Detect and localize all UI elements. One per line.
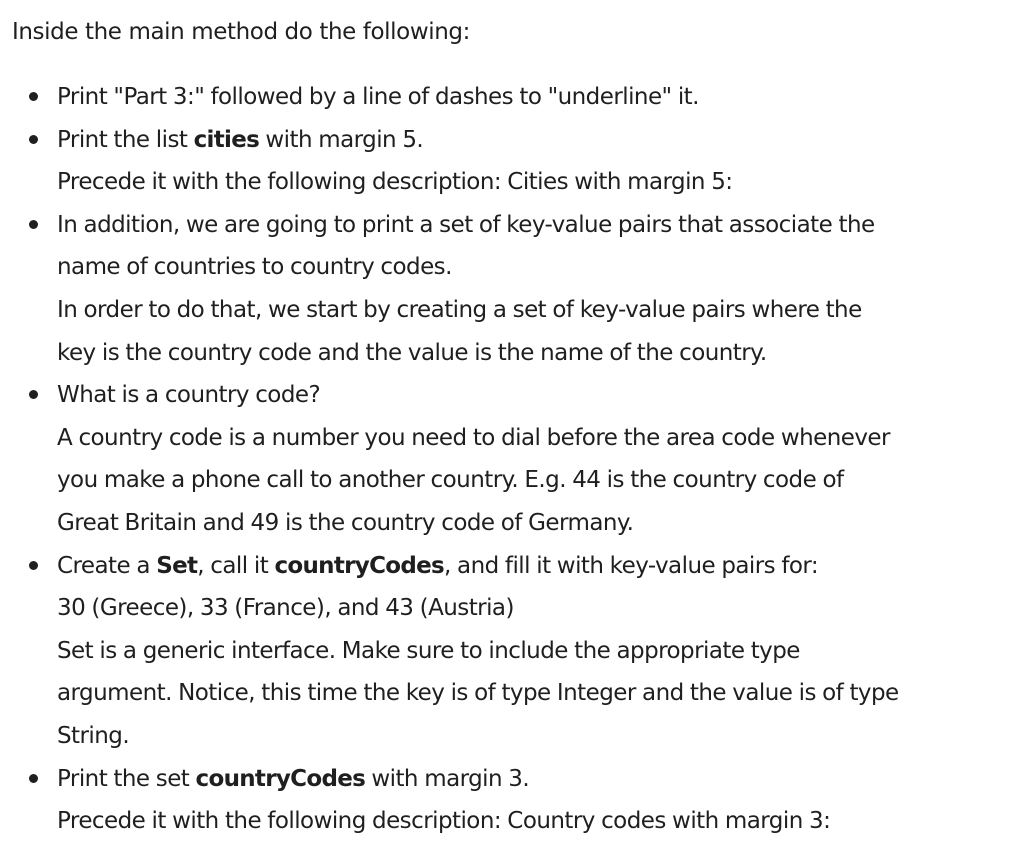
- text-segment: argument. Notice, this time the key is of type Integer and the value is of type: [57, 680, 899, 707]
- text-segment: name of countries to country codes.: [57, 254, 452, 281]
- instruction-line: [57, 289, 1012, 332]
- instruction-line: [57, 545, 1012, 588]
- text-segment: Create a: [57, 552, 157, 579]
- instruction-line: [57, 758, 1012, 801]
- instruction-line: [57, 417, 1012, 460]
- instruction-line: [57, 246, 1012, 289]
- instruction-line: [57, 76, 1012, 119]
- instruction-line: [57, 459, 1012, 502]
- bold-term: countryCodes: [195, 765, 366, 792]
- text-segment: In addition, we are going to print a set of key-value pairs that associate the: [57, 211, 875, 238]
- instruction-line: [57, 119, 1012, 162]
- text-segment: Set is a generic interface. Make sure to include the appropriate type: [57, 637, 800, 664]
- text-segment: with margin 3.: [365, 765, 530, 792]
- instruction-list: [12, 76, 1012, 843]
- instruction-line: [57, 715, 1012, 758]
- text-segment: Print "Part 3:" followed by a line of dashes to "underline" it.: [57, 84, 699, 110]
- instruction-line: [57, 502, 1012, 545]
- text-segment: In order to do that, we start by creating a set of key-value pairs where the: [57, 296, 862, 323]
- intro-text: Inside the main method do the following:: [12, 19, 470, 45]
- text-segment: Great Britain and 49 is the country code of Germany.: [57, 509, 634, 536]
- text-segment: What is a country code?: [57, 382, 321, 409]
- bold-term: cities: [193, 126, 260, 153]
- instruction-item: [12, 374, 1012, 544]
- instruction-line: [57, 332, 1012, 375]
- instruction-line: [57, 800, 1012, 843]
- text-segment: 30 (Greece), 33 (France), and 43 (Austria): [57, 595, 514, 622]
- text-segment: Precede it with the following description: Cities with margin 5:: [57, 169, 733, 196]
- text-segment: you make a phone call to another country. E.g. 44 is the country code of: [57, 467, 844, 494]
- text-segment: A country code is a number you need to dial before the area code whenever: [57, 424, 890, 451]
- instruction-item: [12, 204, 1012, 374]
- instruction-line: [57, 204, 1012, 247]
- instruction-line: [57, 672, 1012, 715]
- instruction-item: [12, 545, 1012, 758]
- instruction-line: [57, 374, 1012, 417]
- instruction-line: [57, 630, 1012, 673]
- bold-term: countryCodes: [274, 552, 444, 579]
- instruction-item: [12, 758, 1012, 843]
- text-segment: Print the set: [57, 765, 196, 792]
- instruction-item: [12, 76, 1012, 119]
- instruction-line: [57, 587, 1012, 630]
- text-segment: String.: [57, 722, 130, 749]
- instruction-item: [12, 119, 1012, 204]
- bold-term: Set: [156, 552, 198, 579]
- text-segment: , and fill it with key-value pairs for:: [444, 552, 819, 579]
- text-segment: key is the country code and the value is the name of the country.: [57, 339, 767, 366]
- text-segment: Print the list: [57, 126, 194, 153]
- text-segment: with margin 5.: [259, 126, 424, 153]
- text-segment: , call it: [197, 552, 275, 579]
- instruction-line: [57, 161, 1012, 204]
- text-segment: Precede it with the following description: Country codes with margin 3:: [57, 808, 831, 835]
